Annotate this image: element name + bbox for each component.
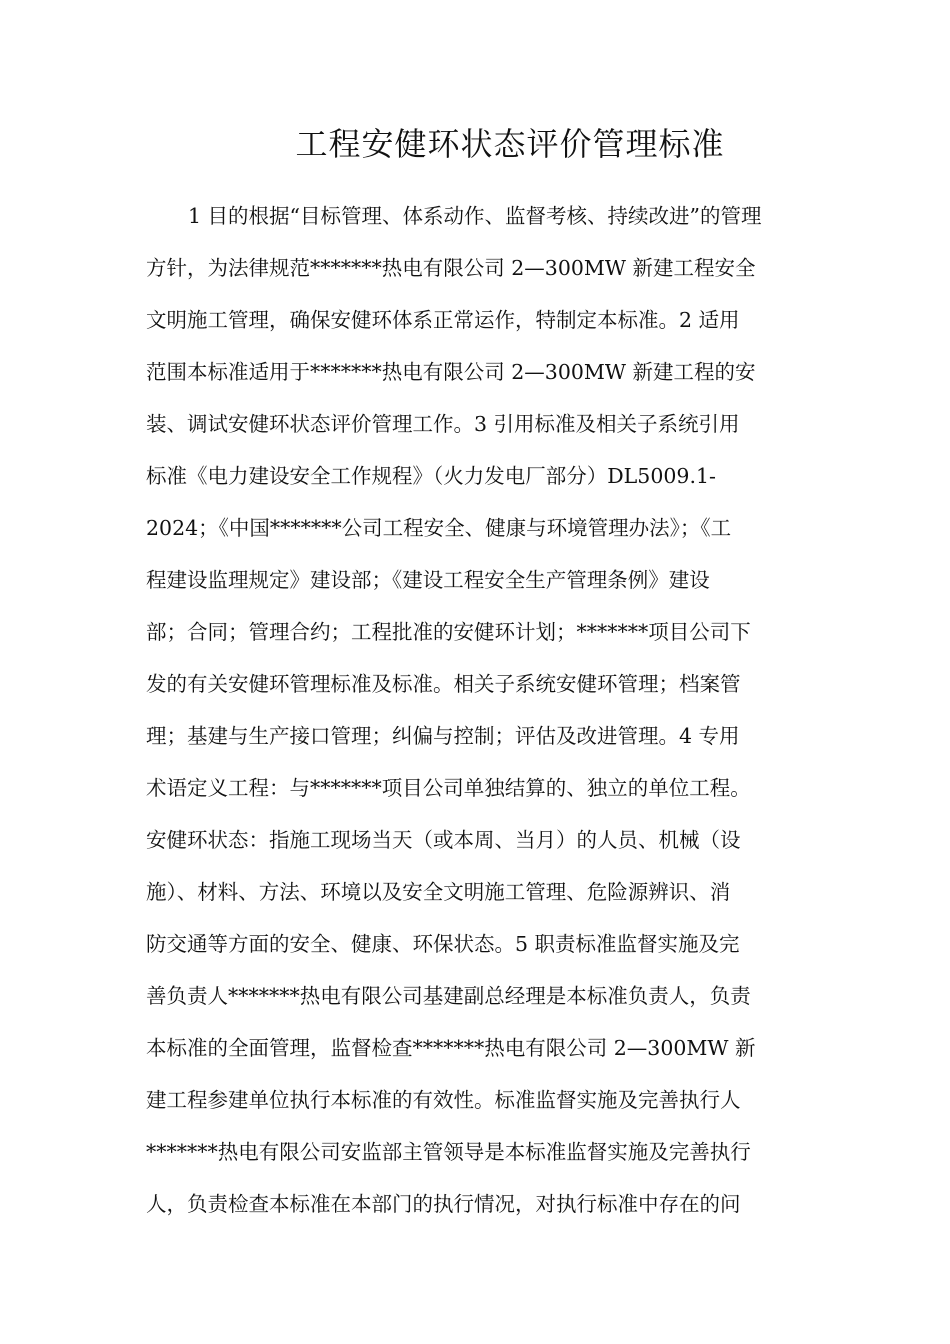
body-line: 术语定义工程：与*******项目公司单独结算的、独立的单位工程。 <box>146 776 751 800</box>
body-line: 范围本标准适用于*******热电有限公司 2—300MW 新建工程的安 <box>146 360 756 384</box>
document-body <box>146 196 816 1236</box>
body-line: 理；基建与生产接口管理；纠偏与控制；评估及改进管理。4 专用 <box>146 724 740 748</box>
body-line: 方针，为法律规范*******热电有限公司 2—300MW 新建工程安全 <box>146 256 756 280</box>
body-line: 程建设监理规定》建设部；《建设工程安全生产管理条例》建设 <box>146 568 710 592</box>
body-line: 文明施工管理，确保安健环体系正常运作，特制定本标准。2 适用 <box>146 308 740 332</box>
body-line: 防交通等方面的安全、健康、环保状态。5 职责标准监督实施及完 <box>146 932 740 956</box>
body-line: 装、调试安健环状态评价管理工作。3 引用标准及相关子系统引用 <box>146 412 740 436</box>
document-title: 工程安健环状态评价管理标准 <box>295 125 725 163</box>
body-line: 人，负责检查本标准在本部门的执行情况，对执行标准中存在的问 <box>146 1192 741 1216</box>
body-line: 发的有关安健环管理标准及标准。相关子系统安健环管理；档案管 <box>146 672 741 696</box>
body-line: 本标准的全面管理，监督检查*******热电有限公司 2—300MW 新 <box>146 1036 756 1060</box>
body-line: 部；合同；管理合约；工程批准的安健环计划；*******项目公司下 <box>146 620 751 644</box>
body-line: 1 目的根据“目标管理、体系动作、监督考核、持续改进”的管理 <box>188 204 762 228</box>
body-line: 标准《电力建设安全工作规程》（火力发电厂部分）DL5009.1- <box>146 464 716 488</box>
body-line: *******热电有限公司安监部主管领导是本标准监督实施及完善执行 <box>146 1140 751 1164</box>
body-line: 建工程参建单位执行本标准的有效性。标准监督实施及完善执行人 <box>146 1088 741 1112</box>
body-line: 2024；《中国*******公司工程安全、健康与环境管理办法》；《工 <box>146 516 732 540</box>
body-line: 善负责人*******热电有限公司基建副总经理是本标准负责人，负责 <box>146 984 751 1008</box>
body-line: 施）、材料、方法、环境以及安全文明施工管理、危险源辨识、消 <box>146 880 731 904</box>
body-line: 安健环状态：指施工现场当天（或本周、当月）的人员、机械（设 <box>146 828 741 852</box>
